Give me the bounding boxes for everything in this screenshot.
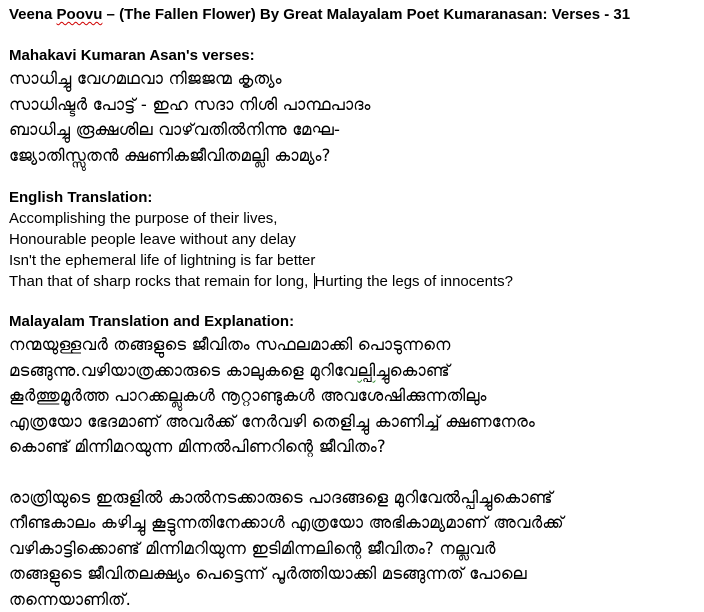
document-title <box>9 4 699 26</box>
malayalam-paragraph-2 <box>9 485 699 612</box>
translation-line: Accomplishing the purpose of their lives, <box>9 208 699 229</box>
explanation-part: മടങ്ങുന്നു.വഴിയാത്രക്കാരുടെ കാലുകളെ മുറിവേ <box>9 361 357 380</box>
explanation-line <box>9 358 699 384</box>
spacer <box>9 26 699 46</box>
document-body <box>9 4 699 612</box>
explanation-line: കൂർത്തുമൂർത്ത പാറക്കല്ലുകൾ നൂറ്റാണ്ടുകൾ അവശേഷിക്കുന്നതിലും <box>9 383 699 409</box>
translation-line: Isn't the ephemeral life of lightning is far better <box>9 250 699 271</box>
english-heading: English Translation: <box>9 188 699 208</box>
grammar-flagged-word: ല്പി <box>357 361 375 380</box>
explanation-line: തന്നെയാണിത്. <box>9 587 699 612</box>
verse-line: സാധിച്ചു വേഗമഥവാ നിജജന്മ കൃത്യം <box>9 66 699 92</box>
malayalam-paragraph-1 <box>9 332 699 460</box>
translation-line-last[interactable] <box>9 271 699 292</box>
english-block <box>9 208 699 292</box>
spacer <box>9 168 699 188</box>
translation-line-part: Than that of sharp rocks that remain for long, <box>9 273 313 290</box>
title-prefix: Veena <box>9 6 57 23</box>
translation-line: Honourable people leave without any delay <box>9 229 699 250</box>
title-misspelled-word: Poovu <box>57 6 103 23</box>
spacer <box>9 460 699 485</box>
explanation-line: എത്രയോ ഭേദമാണ് അവർക്ക് നേർവഴി തെളിച്ചു കാണിച്ച് ക്ഷണനേരം <box>9 409 699 435</box>
title-suffix: – (The Fallen Flower) By Great Malayalam Poet Kumaranasan: Verses - 31 <box>102 6 630 23</box>
verses-block <box>9 66 699 168</box>
explanation-line: വഴികാട്ടിക്കൊണ്ട് മിന്നിമറിയുന്ന ഇടിമിന്നലിന്റെ ജീവിതം? നല്ലവർ <box>9 536 699 562</box>
explanation-line: നീണ്ടകാലം കഴിച്ചു കൂട്ടുന്നതിനേക്കാൾ എത്രയോ അഭികാമ്യമാണ് അവർക്ക് <box>9 510 699 536</box>
verses-heading: Mahakavi Kumaran Asan's verses: <box>9 46 699 66</box>
malayalam-heading: Malayalam Translation and Explanation: <box>9 312 699 332</box>
translation-line-part: Hurting the legs of innocents? <box>315 273 513 290</box>
explanation-line: നന്മയുള്ളവർ തങ്ങളുടെ ജീവിതം സഫലമാക്കി പൊടുന്നനെ <box>9 332 699 358</box>
verse-line: സാധിഷ്ടർ പോട്ട് - ഇഹ സദാ നിശി പാന്ഥപാദം <box>9 92 699 118</box>
verse-line: ജ്യോതിസ്സുതൻ ക്ഷണികജീവിതമല്ലി കാമ്യം? <box>9 143 699 169</box>
explanation-line: തങ്ങളുടെ ജീവിതലക്ഷ്യം പെട്ടെന്ന് പൂർത്തിയാക്കി മടങ്ങുന്നത് പോലെ <box>9 561 699 587</box>
spacer <box>9 292 699 312</box>
explanation-line: കൊണ്ട് മിന്നിമറയുന്ന മിന്നൽപിണറിന്റെ ജീവിതം? <box>9 434 699 460</box>
explanation-line: രാത്രിയുടെ ഇരുളിൽ കാൽനടക്കാരുടെ പാദങ്ങളെ മുറിവേൽപ്പിച്ചുകൊണ്ട് <box>9 485 699 511</box>
verse-line: ബാധിച്ചു രൂക്ഷശില വാഴ്‌വതിൽനിന്നു മേഘ- <box>9 117 699 143</box>
explanation-part: ച്ചുകൊണ്ട് <box>375 361 449 380</box>
